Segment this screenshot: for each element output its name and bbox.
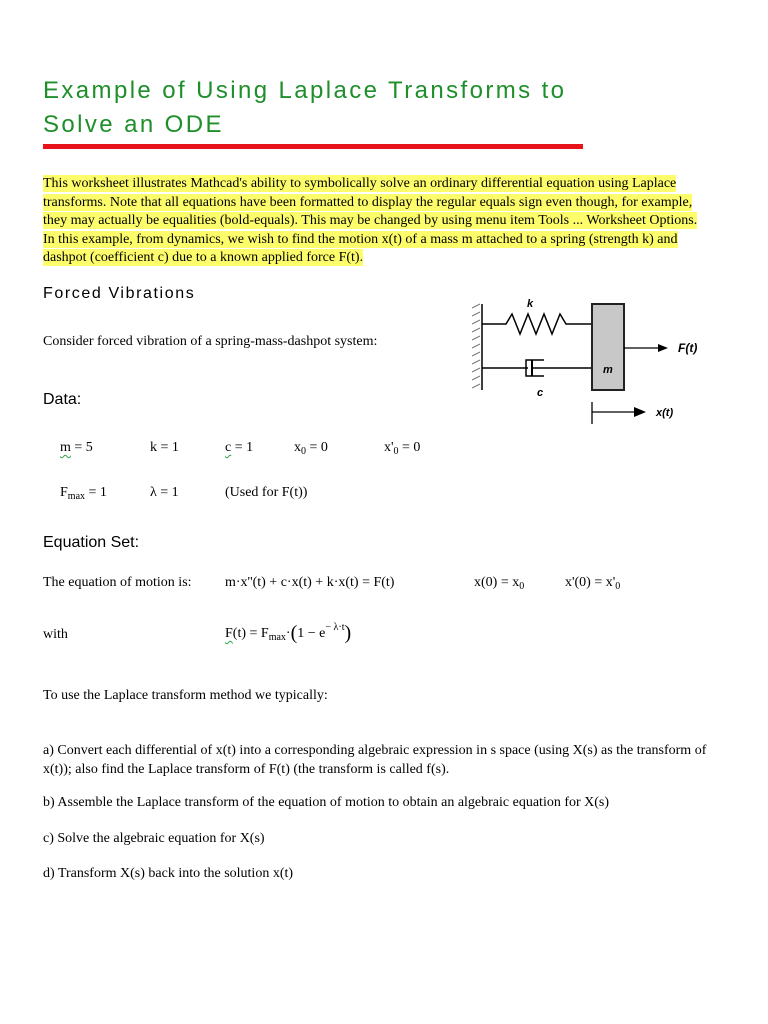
title-line-1: Example of Using Laplace Transforms to [43,77,567,104]
title-line-2: Solve an ODE [43,111,224,138]
intro-paragraph [43,175,711,268]
dashpot-icon [482,360,592,376]
data-x0: $x_0 = 0$ [294,440,328,457]
data-note: (Used for F(t)) [225,485,308,500]
data-k: k = 1 [150,440,179,455]
spring-mass-dashpot-diagram [466,292,706,428]
initial-condition-xp: $x'(0) = x'_0$ [565,575,621,592]
section-forced-vibrations: Forced Vibrations [43,285,196,302]
data-c: c = 1 [225,440,254,455]
section-equation-set: Equation Set: [43,534,140,551]
step-d: d) Transform X(s) back into the solution x(t) [43,866,294,881]
page-title [43,74,643,142]
dashpot-label: c [537,387,544,399]
title-divider [43,144,583,149]
eom-equation: m·x''(t) + c·x(t) + k·x(t) = F(t) [225,575,395,590]
spring-icon [482,314,592,334]
force-equation: $F(t) = F_{max}\cdot(1 - e^{- \lambda\cdot t})$ [225,622,352,644]
data-m: m = 5 [60,440,93,455]
consider-text: Consider forced vibration of a spring-mass-dashpot system: [43,334,378,349]
with-label: with [43,627,68,642]
data-lambda: λ = 1 [150,485,179,500]
mass-block [592,304,624,390]
data-xp0: $x'_0 = 0$ [384,440,421,457]
section-data: Data: [43,391,82,408]
initial-condition-x: $x(0) = x_0$ [474,575,525,592]
force-label: F(t) [678,341,698,355]
displacement-label: x(t) [656,407,674,419]
spring-label: k [527,298,534,310]
step-b: b) Assemble the Laplace transform of the equation of motion to obtain an algebraic equation for X(s) [43,795,610,810]
wall-icon [472,304,482,390]
step-a: a) Convert each differential of x(t) into a corresponding algebraic expression in s space (using X(s) as the transform of x(t)); also find the Laplace transform of F(t) (the transform is called f(s). [43,743,707,777]
intro-text: This worksheet illustrates Mathcad's ability to symbolically solve an ordinary differential equation using Laplace transforms. Note that all equations have been formatted to display the regular equals sign even though, for example, they may actually be equalities (bold-equals). This may be changed by using menu item Tools ... Worksheet Options. In this example, from dynamics, we wish to find the motion x(t) of a mass m attached to a spring (strength k) and dashpot (coefficient c) due to a known applied force F(t). [43,176,698,265]
step-c: c) Solve the algebraic equation for X(s) [43,831,265,846]
data-fmax: $F_{max} = 1$ [60,485,107,502]
mass-label: m [603,364,613,376]
method-intro: To use the Laplace transform method we typically: [43,688,328,703]
eom-label: The equation of motion is: [43,575,192,590]
